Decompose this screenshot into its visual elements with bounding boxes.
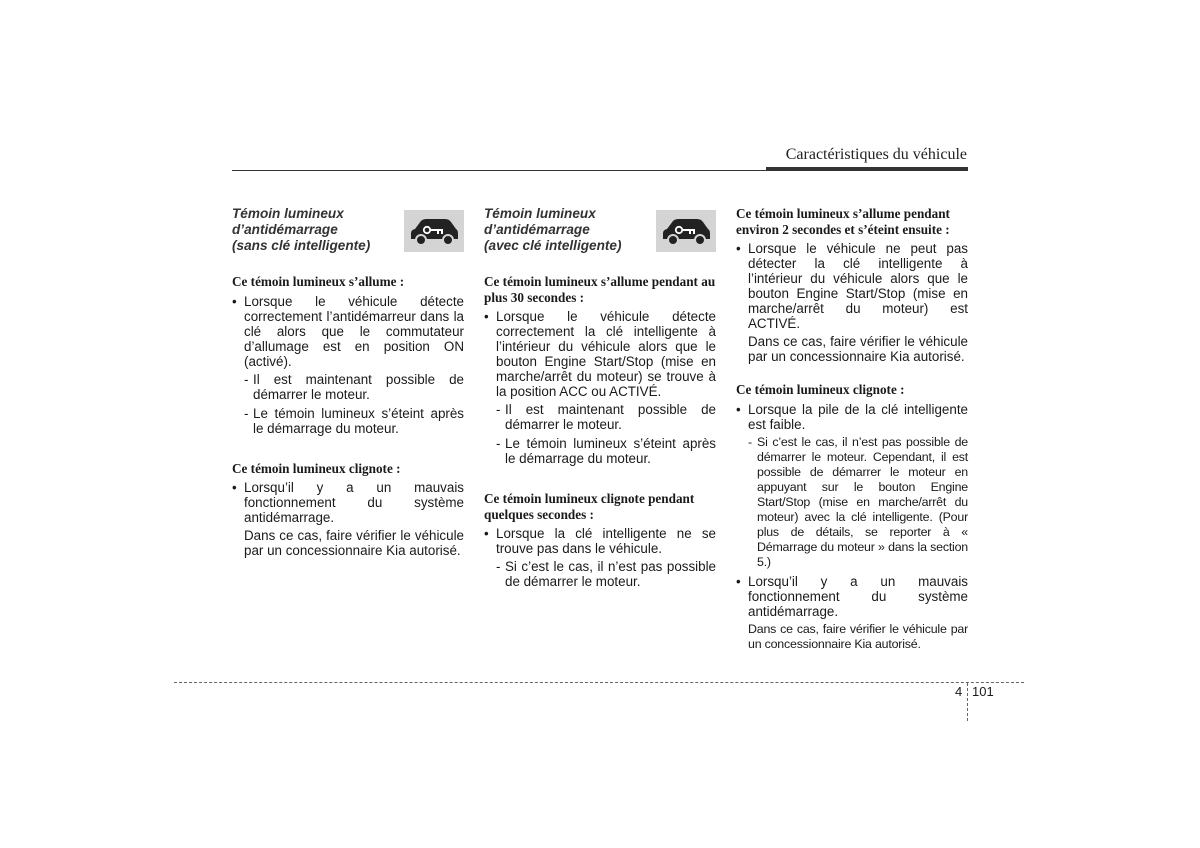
bullet-item: • Lorsque le véhicule détecte correctement la clé intelligente à l’intérieur du véhicule alors que le bouton Engine Start/Stop (mise en marche/arrêt du moteur) se trouve à la position ACC ou ACTIVÉ. [484,309,716,399]
bullet-item: • Lorsque la pile de la clé intelligente est faible. [736,401,968,432]
footer-divider [967,683,968,721]
section-heading: Ce témoin lumineux clignote : [736,382,905,397]
running-header-title: Caractéristiques du véhicule [785,146,967,163]
bullet-item: • Lorsqu’il y a un mauvais fonctionnement du système antidémarrage. [736,573,968,619]
column-immobilizer-with-smart-key [484,206,716,593]
section-heading: Ce témoin lumineux clignote pendant quelques secondes : [484,491,695,522]
bullet-item: • Lorsque le véhicule détecte correctement l’antidémarreur dans la clé alors que le commutateur d’allumage est en position ON (activé). [232,293,464,369]
dash-item: - Si c’est le cas, il n’est pas possible de démarrer le moteur. [496,559,716,589]
note-paragraph: Dans ce cas, faire vérifier le véhicule par un concessionnaire Kia autorisé. [748,621,968,651]
warning-light-title: Témoin lumineux d’antidémarrage (avec clé intelligente) [484,206,622,253]
dash-item: - Il est maintenant possible de démarrer le moteur. [244,371,464,402]
warning-light-header [232,206,464,258]
column-smart-key-continued [736,206,968,656]
section-heading: Ce témoin lumineux s’allume pendant environ 2 secondes et s’éteint ensuite : [736,206,950,237]
note-paragraph: Dans ce cas, faire vérifier le véhicule par un concessionnaire Kia autorisé. [244,528,464,558]
car-key-icon [656,210,716,252]
note-paragraph: Dans ce cas, faire vérifier le véhicule par un concessionnaire Kia autorisé. [748,334,968,364]
warning-light-header [484,206,716,258]
page-number: 101 [972,684,994,699]
car-key-icon [404,210,464,252]
header-rule-accent [766,167,968,171]
section-number: 4 [955,684,963,699]
footer-rule [174,682,1024,683]
dash-item: - Il est maintenant possible de démarrer le moteur. [496,402,716,432]
bullet-item: • Lorsque le véhicule ne peut pas détecter la clé intelligente à l’intérieur du véhicule alors que le bouton Engine Start/Stop (mise en marche/arrêt du moteur) est ACTIVÉ. [736,241,968,331]
dash-item: - Le témoin lumineux s’éteint après le démarrage du moteur. [244,405,464,436]
bullet-item: • Lorsque la clé intelligente ne se trouve pas dans le véhicule. [484,526,716,556]
section-heading: Ce témoin lumineux clignote : [232,460,401,476]
dash-item: - Le témoin lumineux s’éteint après le démarrage du moteur. [496,436,716,466]
section-heading: Ce témoin lumineux s’allume pendant au plus 30 secondes : [484,274,716,305]
bullet-item: • Lorsqu’il y a un mauvais fonctionnement du système antidémarrage. [232,480,464,525]
warning-light-title: Témoin lumineux d’antidémarrage (sans clé intelligente) [232,206,371,253]
section-heading: Ce témoin lumineux s’allume : [232,274,405,289]
column-immobilizer-without-smart-key [232,206,464,562]
dash-item: - Si c’est le cas, il n’est pas possible de démarrer le moteur. Cependant, il est possible de démarrer le moteur en appuyant sur le bouton Engine Start/Stop (mise en marche/arrêt du moteur) avec la clé intelligente. (Pour plus de détails, se reporter à « Démarrage du moteur » dans la section 5.) [748,434,968,569]
